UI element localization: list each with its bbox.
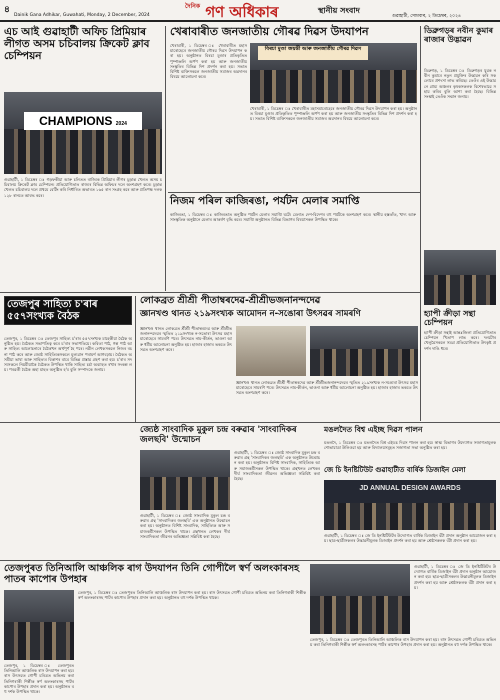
article-headline-gold: তেজপুৰত তিনিআলি আঞ্চলিক ৰাগ উদযাপন তিনি গোপীলৈ স্বৰ্ণ অলংকাৰসহ পাতৰ কাপোৰ উপহাৰ <box>4 563 300 585</box>
article-body-world-day: মঙলদৈ, ১ ডিচেম্বৰ ঃ মঙলদৈত বিশ্ব এইডচ দিৱস পালন কৰা হয়। স্বাস্থ্য বিভাগৰ উদ্যোগত সজাগতামূলক শোভাযাত্ৰা উলিওৱা হয় আৰু বিদ্যালয়সমূহত সজাগতা সভা অনুষ্ঠিত কৰা হয়। <box>324 440 496 451</box>
article-body-lokabrata-continued: জ্ঞানখণ্ড থানত লোকব্ৰত শ্ৰীশ্ৰী পীতাম্বৰদেৱ আৰু শ্ৰীশ্ৰীভজনানন্দদেৱৰ স্মৃতিত ২১৯সংখ্যক ন-সঙোৰা উৎসৱ মহাসমাৰোহেৰে সামৰণি পৰে। উৎসৱত নাম-কীৰ্তন, ভাওনা আৰু ধৰ্মীয় আলোচনা অনুষ্ঠিত হয়। হাজাৰ হাজাৰ ভকতে উৎসৱত অংশগ্ৰহণ কৰে। <box>236 380 418 396</box>
article-body-kherbabari: খেৰাবাৰী, ১ ডিচেম্বৰ ঃ খেৰাবাৰীত মহাসমাৰোহেৰে জনজাতীয় গৌৰৱ দিৱস উদযাপন কৰা হয়। অনুষ্ঠানত বিৰচা মুণ্ডাৰ প্ৰতিকৃতিত পুষ্পাঞ্জলি অৰ্পণ কৰা হয় আৰু জনজাতীয় সংস্কৃতিৰ বিভিন্ন দিশ প্ৰদৰ্শন কৰা হয়। সভাত বিশিষ্ট ব্যক্তিসকলে জনজাতীয় সমাজৰ অৱদানৰ বিষয়ে আলোচনা কৰে। <box>170 43 247 80</box>
photo-people <box>324 503 496 531</box>
article-body-gold: তেজপুৰ, ১ ডিচেম্বৰ ঃ তেজপুৰত তিনিআলি আঞ্চলিক ৰাস উদযাপন কৰা হয়। ৰাস উৎসৱত গোপী চৰিত্ৰত অভিনয় কৰা তিনিগৰাকী শিল্পীক স্বৰ্ণ অলংকাৰসহ পাটৰ কাপোৰ উপহাৰ প্ৰদান কৰা হয়। অনুষ্ঠানত বহু দৰ্শক উপস্থিত থাকে। <box>78 590 306 601</box>
page-number: ৪ <box>4 5 10 15</box>
photo-kherbabari-stage <box>250 43 417 103</box>
champions-banner <box>24 112 142 130</box>
article-headline-lokabrata: লোকব্ৰত শ্ৰীশ্ৰী পীতাম্বৰদেৱ-শ্ৰীশ্ৰীভজনানন্দদেৱ <box>140 295 321 306</box>
photo-people <box>310 349 418 377</box>
logo-text: গণ অধিকাৰ <box>205 3 279 21</box>
article-headline-chess: হ্যাপী ক্ৰীড়া সন্থা চেম্পিয়ন <box>424 309 476 328</box>
champions-banner-year: 2024 <box>115 121 127 127</box>
article-body-chess: হ্যাপী ক্ৰীড়া সন্থাই আন্তঃজিলা প্ৰতিযোগিতাত চেম্পিয়ন খিতাপ লাভ কৰে। দলটোৰ খেলুৱৈসকলে সমগ্ৰ প্ৰতিযোগিতাত উৎকৃষ্ট প্ৰদৰ্শন দাঙি ধৰে। <box>424 330 496 351</box>
article-body-nijam: কাজিৰঙা, ১ ডিচেম্বৰ ঃ কাজিৰঙাত অনুষ্ঠিত পৰ্যটন মেলাৰ সমাপ্তি ঘটে। মেলাত দেশ-বিদেশৰ বহু পৰ্যটকে অংশগ্ৰহণ কৰে। স্থানীয় হস্ততাঁত, খাদ্য আৰু সাংস্কৃতিক অনুষ্ঠানে মেলাৰ আকৰ্ষণ বৃদ্ধি কৰে। সমাপ্তি অনুষ্ঠানত বিভিন্ন বিভাগৰ বিষয়াসকল উপস্থিত থাকে। <box>170 212 416 223</box>
photo-devotees <box>310 326 418 376</box>
article-body-cricket: গুৱাহাটী, ১ ডিচেম্বৰ ঃ গড়ফকীয়া আৰু চলিতত ৰাজ্যিক প্ৰিমিয়াৰ লীগৰ চূড়ান্ত খেলত অসম চচিবালয় ক্ৰিকেট ক্লাব চেম্পিয়ন। প্ৰতিযোগিতাত ৰাজ্যৰ বিভিন্ন অফিচৰ দলে অংশগ্ৰহণ কৰে। চূড়ান্ত খেলত চচিবালয় দলে প্ৰথমে বেটিং কৰি নিৰ্ধাৰিত অভাৰত ১৬৫ ৰান সংগ্ৰহ কৰে আৰু প্ৰতিপক্ষ দলক ১২৮ ৰানতে আবদ্ধ কৰে। <box>4 177 162 198</box>
article-headline-cricket: এচ আই গুৱাহাটী অফিচ প্ৰিমিয়াৰ লীগত অসম চচিবালয় ক্ৰিকেট ক্লাব চেম্পিয়ন <box>4 26 150 63</box>
article-headline-mukul: জ্যেষ্ঠ সাংবাদিক মুকুল চন্দ্ৰ বৰুৱাৰ 'সাংবাদিকৰ জলছবি' উন্মোচন <box>140 425 297 445</box>
logo-prefix: দৈনিক <box>185 3 201 10</box>
article-body-gold-continued: তেজপুৰ, ১ ডিচেম্বৰ ঃ তেজপুৰত তিনিআলি আঞ্চলিক ৰাস উদযাপন কৰা হয়। ৰাস উৎসৱত গোপী চৰিত্ৰত অভিনয় কৰা তিনিগৰাকী শিল্পীক স্বৰ্ণ অলংকাৰসহ পাটৰ কাপোৰ উপহাৰ প্ৰদান কৰা হয়। অনুষ্ঠানত বহু দৰ্শক উপস্থিত থাকে। <box>310 637 496 648</box>
article-body-design: গুৱাহাটী, ১ ডিচেম্বৰ ঃ জে ডি ইনষ্টিটিউটৰ উদ্যোগত বাৰ্ষিক ডিজাইন বঁটা প্ৰদান অনুষ্ঠান আয়োজন কৰা হয়। ছাত্ৰ-ছাত্ৰীসকলৰ উদ্ভাৱনীমূলক ডিজাইন প্ৰদৰ্শন কৰা হয় আৰু শ্ৰেষ্ঠসকলক বঁটা প্ৰদান কৰা হয়। <box>324 533 496 544</box>
newspaper-logo <box>185 1 278 26</box>
article-headline-world-day: মঙলদৈত বিশ্ব এইচ্ছ দিৱস পালন <box>324 425 423 434</box>
photo-people <box>310 596 410 635</box>
section-divider <box>0 560 500 561</box>
photo-people <box>424 275 496 305</box>
article-body-mukul: গুৱাহাটী, ১ ডিচেম্বৰ ঃ জ্যেষ্ঠ সাংবাদিক মুকুল চন্দ্ৰ বৰুৱাৰ গ্ৰন্থ 'সাংবাদিকৰ জলছবি' এক অনুষ্ঠানত উন্মোচন কৰা হয়। অনুষ্ঠানত বিশিষ্ট সাংবাদিক, সাহিত্যিক আৰু সমাজকৰ্মীসকল উপস্থিত থাকে। গ্ৰন্থখনত লেখকৰ দীৰ্ঘ সাংবাদিকতা জীৱনৰ অভিজ্ঞতা সন্নিবিষ্ট কৰা হৈছে। <box>140 513 230 539</box>
article-headline-sahitya: তেজপুৰ সাহিত্য চ'ৰাৰ ৫৫৭সংখ্যক বৈঠক <box>4 296 132 325</box>
photo-people <box>4 622 74 661</box>
article-headline-kherbabari: খেৰাবাৰীত জনজাতীয় গৌৰৱ দিৱস উদযাপন <box>170 25 369 38</box>
section-title: স্থানীয় সংবাদ <box>318 6 360 15</box>
article-body-mukul-continued: গুৱাহাটী, ১ ডিচেম্বৰ ঃ জ্যেষ্ঠ সাংবাদিক মুকুল চন্দ্ৰ বৰুৱাৰ গ্ৰন্থ 'সাংবাদিকৰ জলছবি' এক অনুষ্ঠানত উন্মোচন কৰা হয়। অনুষ্ঠানত বিশিষ্ট সাংবাদিক, সাহিত্যিক আৰু সমাজকৰ্মীসকল উপস্থিত থাকে। গ্ৰন্থখনত লেখকৰ দীৰ্ঘ সাংবাদিকতা জীৱনৰ অভিজ্ঞতা সন্নিবিষ্ট কৰা হৈছে। <box>234 450 320 482</box>
column-rule <box>420 26 421 421</box>
champions-banner-text: CHAMPIONS <box>39 114 113 128</box>
article-body-design-continued: গুৱাহাটী, ১ ডিচেম্বৰ ঃ জে ডি ইনষ্টিটিউটৰ উদ্যোগত বাৰ্ষিক ডিজাইন বঁটা প্ৰদান অনুষ্ঠান আয়োজন কৰা হয়। ছাত্ৰ-ছাত্ৰীসকলৰ উদ্ভাৱনীমূলক ডিজাইন প্ৰদৰ্শন কৰা হয় আৰু শ্ৰেষ্ঠসকলক বঁটা প্ৰদান কৰা হয়। <box>414 564 496 590</box>
photo-gopi-performers <box>4 590 74 660</box>
article-subheadline-lokabrata: জ্ঞানখণ্ড থানত ২১৯সংখ্যক আমোদন ন-সঙোৰা উৎসৱৰ সামৰণি <box>140 309 361 319</box>
photo-design-awards <box>324 480 496 530</box>
photo-people <box>250 70 417 103</box>
article-body-kherbabari-continued: খেৰাবাৰী, ১ ডিচেম্বৰ ঃ খেৰাবাৰীত মহাসমাৰোহেৰে জনজাতীয় গৌৰৱ দিৱস উদযাপন কৰা হয়। অনুষ্ঠানত বিৰচা মুণ্ডাৰ প্ৰতিকৃতিত পুষ্পাঞ্জলি অৰ্পণ কৰা হয় আৰু জনজাতীয় সংস্কৃতিৰ বিভিন্ন দিশ প্ৰদৰ্শন কৰা হয়। সভাত বিশিষ্ট ব্যক্তিসকলে জনজাতীয় সমাজৰ অৱদানৰ বিষয়ে আলোচনা কৰে। <box>250 106 417 122</box>
column-rule <box>135 296 136 422</box>
article-body-sahitya: তেজপুৰ, ১ ডিচেম্বৰ ঃ তেজপুৰ সাহিত্য চ'ৰাৰ ৫৫৭সংখ্যক মাহেকীয়া বৈঠক অনুষ্ঠিত হয়। বৈঠকত সভাপতিত্ব কৰে চ'ৰাৰ সভাপতিয়ে। কবিতা পাঠ, গল্প পাঠ আৰু সাহিত্য আলোচনাৰে বৈঠকখন অৰ্থপূৰ্ণ হৈ পৰে। নৱীন লেখকসকলে নিজৰ ৰচনা পাঠ কৰে আৰু জ্যেষ্ঠ সাহিত্যিকসকলে মূল্যৱান পৰামৰ্শ আগবঢ়ায়। বৈঠকত অসমীয়া ভাষা আৰু সাহিত্যৰ বিকাশৰ বাবে বিভিন্ন প্ৰস্তাৱ গ্ৰহণ কৰা হয়। চ'ৰাৰ সদস্যসকলে নিয়মীয়াকৈ বৈঠকত উপস্থিত থাকি সাহিত্য চৰ্চা অব্যাহত ৰখাৰ সংকল্প লয়। পৰৱৰ্তী বৈঠক অহা মাহত অনুষ্ঠিত হ'ব বুলি সম্পাদকে জনায়। <box>4 336 132 373</box>
photo-chess-team <box>424 250 496 305</box>
publication-line: Dainik Gana Adhikar, Guwahati, Monday, 2 December, 2024 <box>14 13 150 18</box>
section-divider <box>0 292 420 293</box>
photo-people <box>140 477 230 510</box>
photo-cricket-team <box>4 92 162 174</box>
article-body-lokabrata: জ্ঞানখণ্ড থানত লোকব্ৰত শ্ৰীশ্ৰী পীতাম্বৰদেৱ আৰু শ্ৰীশ্ৰীভজনানন্দদেৱৰ স্মৃতিত ২১৯সংখ্যক ন-সঙোৰা উৎসৱ মহাসমাৰোহেৰে সামৰণি পৰে। উৎসৱত নাম-কীৰ্তন, ভাওনা আৰু ধৰ্মীয় আলোচনা অনুষ্ঠিত হয়। হাজাৰ হাজাৰ ভকতে উৎসৱত অংশগ্ৰহণ কৰে। <box>140 326 232 352</box>
section-divider <box>168 192 420 193</box>
photo-book-release <box>140 450 230 510</box>
column-rule <box>165 26 166 291</box>
date-line: গুৱাহাটী, সোমবাৰ, ২ ডিচেম্বৰ, ২০২৪ <box>392 14 461 19</box>
masthead <box>0 0 500 22</box>
article-body-dibrugarh: ডিব্ৰুগড়, ১ ডিচেম্বৰ ঃ ডিব্ৰুগড়ৰ যুৱক নবীন কুমাৰে নতুন প্ৰযুক্তিৰ উদ্ভাৱন কৰি সকলোৰে প্ৰশংসা লাভ কৰিছে। তেওঁৰ এই উদ্ভাৱনে গ্ৰাম্য অঞ্চলৰ কৃষকসকলক বিশেষভাৱে সহায় কৰিব বুলি আশা কৰা হৈছে। বিভিন্ন সংস্থাই তেওঁক সন্মান জনায়। <box>424 68 496 100</box>
article-headline-dibrugarh: ডিব্ৰুগড়ৰ নবীন কুমাৰ ৰাজাৰ উদ্ভাৱন <box>424 26 494 45</box>
photo-namghar <box>236 326 306 376</box>
stage-banner: বিৰচা মুণ্ডা জয়ন্তী আৰু জনজাতীয় গৌৰৱ দিৱস <box>258 46 368 60</box>
photo-ras-utsav <box>310 564 410 634</box>
article-headline-design: জে চি ইনষ্টিটিউট গুৱাহাটীত বাৰ্ষিক ডিজাইন মেলা <box>324 466 466 474</box>
article-headline-nijam: নিজম পৰিল কাজিৰঙা, পৰ্যটন মেলাৰ সমাপ্তি <box>170 195 360 207</box>
article-body-gold-caption: তেজপুৰ, ১ ডিচেম্বৰ ঃ তেজপুৰত তিনিআলি আঞ্চলিক ৰাস উদযাপন কৰা হয়। ৰাস উৎসৱত গোপী চৰিত্ৰত অভিনয় কৰা তিনিগৰাকী শিল্পীক স্বৰ্ণ অলংকাৰসহ পাটৰ কাপোৰ উপহাৰ প্ৰদান কৰা হয়। অনুষ্ঠানত বহু দৰ্শক উপস্থিত থাকে। <box>4 663 74 695</box>
design-awards-banner: JD ANNUAL DESIGN AWARDS <box>359 485 461 492</box>
photo-people <box>4 129 162 174</box>
